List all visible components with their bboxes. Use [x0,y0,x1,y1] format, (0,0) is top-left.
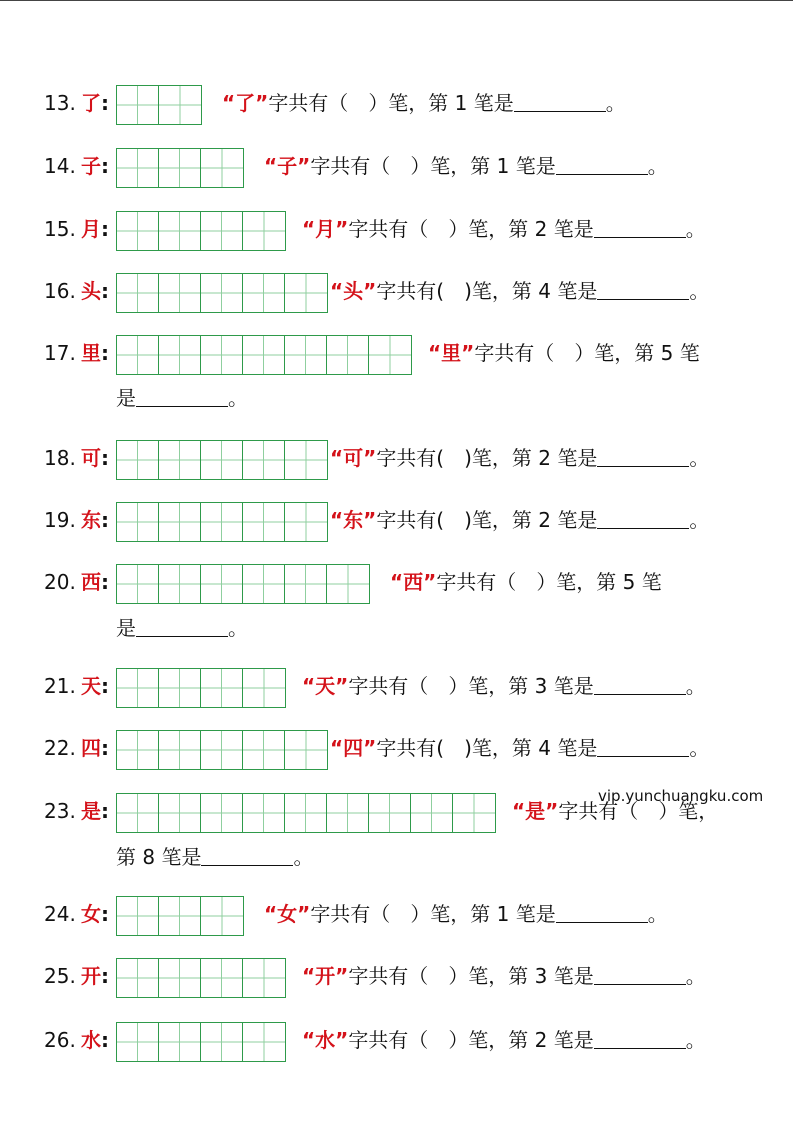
close-quote: ” [297,154,311,178]
target-character [81,671,109,701]
writing-grid-cell[interactable] [201,149,243,187]
target-character [81,733,109,763]
writing-grid-cell[interactable] [285,731,327,769]
writing-grid-cell[interactable] [201,897,243,935]
writing-grid[interactable] [116,958,286,998]
target-character [81,443,109,473]
writing-grid-cell[interactable] [243,794,285,832]
question-prefix: 字共有（ [348,217,429,241]
writing-grid-cell[interactable] [285,336,327,374]
answer-blank[interactable] [556,154,648,175]
close-quote: ” [335,1028,349,1052]
open-quote: “ [330,508,344,532]
writing-grid-cell[interactable] [327,336,369,374]
writing-grid-cell[interactable] [243,731,285,769]
quoted-character: 水 [315,1028,336,1052]
writing-grid-cell[interactable] [201,959,243,997]
answer-blank[interactable] [594,674,686,695]
stroke-count-answer-space[interactable] [390,899,410,929]
writing-grid-cell[interactable] [159,731,201,769]
question-prefix: 字共有（ [474,341,555,365]
sentence-end: 。 [689,446,710,470]
target-character [81,961,109,991]
writing-grid-cell[interactable] [159,897,201,935]
target-character [81,151,109,181]
close-quote: ” [363,279,377,303]
writing-grid-cell[interactable] [201,731,243,769]
writing-grid-cell[interactable] [201,1023,243,1061]
colon: : [101,799,109,823]
answer-blank[interactable] [597,446,689,467]
colon: : [101,508,109,532]
stroke-count-answer-space[interactable] [428,1025,448,1055]
question-text [222,88,626,118]
writing-grid-cell[interactable] [159,212,201,250]
writing-grid-cell[interactable] [117,731,159,769]
question-row [0,338,793,368]
open-quote: “ [302,1028,316,1052]
question-text [390,567,662,597]
question-number: 23. [44,799,76,823]
writing-grid[interactable] [116,730,328,770]
question-suffix: )笔，第 4 笔是 [464,279,598,303]
stroke-count-answer-space[interactable] [428,961,448,991]
question-continuation [116,613,248,643]
writing-grid-cell[interactable] [117,503,159,541]
writing-grid-cell[interactable] [243,565,285,603]
question-suffix: )笔，第 2 笔是 [464,508,598,532]
colon: : [101,154,109,178]
writing-grid[interactable] [116,440,328,480]
stroke-count-answer-space[interactable] [428,214,448,244]
answer-blank[interactable] [514,91,606,112]
sentence-end: 。 [605,91,626,115]
target-character [81,505,109,535]
watermark: vip.yunchuangku.com [598,787,764,805]
open-quote: “ [330,736,344,760]
writing-grid[interactable] [116,85,202,125]
question-suffix: ）笔，第 3 笔是 [448,674,594,698]
target-character-text: 里 [81,341,101,365]
writing-grid-cell[interactable] [201,794,243,832]
sentence-end: 。 [228,616,248,640]
question-number: 15. [44,217,76,241]
writing-grid-cell[interactable] [117,794,159,832]
question-suffix: )笔，第 2 笔是 [464,446,598,470]
answer-blank[interactable] [594,964,686,985]
answer-blank[interactable] [597,279,689,300]
writing-grid-cell[interactable] [243,274,285,312]
target-character [81,214,109,244]
writing-grid-cell[interactable] [369,794,411,832]
target-character-text: 四 [81,736,101,760]
writing-grid-cell[interactable] [117,1023,159,1061]
question-row [0,961,793,991]
writing-grid-cell[interactable] [243,503,285,541]
question-suffix: ）笔，第 1 笔是 [410,154,556,178]
close-quote: ” [461,341,475,365]
question-text [302,1025,706,1055]
question-text [428,338,700,368]
open-quote: “ [330,446,344,470]
sentence-end: 。 [685,964,706,988]
question-prefix: 字共有( [376,446,445,470]
close-quote: ” [363,736,377,760]
writing-grid-cell[interactable] [159,669,201,707]
colon: : [101,446,109,470]
question-row [0,443,793,473]
question-row [0,733,793,763]
sentence-end: 。 [689,736,710,760]
stroke-count-answer-space[interactable] [554,338,574,368]
sentence-end: 。 [689,279,710,303]
sentence-end: 。 [685,1028,706,1052]
close-quote: ” [297,902,311,926]
question-number: 17. [44,341,76,365]
answer-blank[interactable] [136,616,228,637]
answer-blank[interactable] [597,736,689,757]
writing-grid-cell[interactable] [159,336,201,374]
question-suffix: ）笔，第 1 笔是 [410,902,556,926]
colon: : [101,91,109,115]
sentence-end: 。 [685,674,706,698]
writing-grid-cell[interactable] [327,565,369,603]
question-text [330,443,709,473]
writing-grid[interactable] [116,793,496,833]
writing-grid-cell[interactable] [243,959,285,997]
target-character [81,1025,109,1055]
writing-grid-cell[interactable] [159,86,201,124]
question-suffix: ）笔，第 5 笔 [574,341,700,365]
open-quote: “ [330,279,344,303]
writing-grid-cell[interactable] [285,565,327,603]
quoted-character: 东 [343,508,364,532]
writing-grid-cell[interactable] [159,1023,201,1061]
writing-grid-cell[interactable] [159,274,201,312]
target-character [81,796,109,826]
writing-grid-cell[interactable] [117,336,159,374]
question-text [302,214,706,244]
writing-grid-cell[interactable] [411,794,453,832]
question-suffix: ）笔， [658,799,719,823]
colon: : [101,279,109,303]
colon: : [101,674,109,698]
question-prefix: 字共有（ [348,674,429,698]
writing-grid-cell[interactable] [117,441,159,479]
open-quote: “ [512,799,526,823]
writing-grid[interactable] [116,335,412,375]
writing-grid-cell[interactable] [369,336,411,374]
target-character-text: 月 [81,217,101,241]
stroke-count-answer-space[interactable] [516,567,536,597]
answer-blank[interactable] [556,902,648,923]
sentence-end: 。 [647,902,668,926]
close-quote: ” [255,91,269,115]
answer-blank[interactable] [594,217,686,238]
writing-grid-cell[interactable] [285,503,327,541]
close-quote: ” [545,799,559,823]
close-quote: ” [335,674,349,698]
quoted-character: 开 [315,964,336,988]
question-number: 21. [44,674,76,698]
colon: : [101,341,109,365]
question-prefix: 字共有( [376,508,445,532]
target-character-text: 西 [81,570,101,594]
colon: : [101,217,109,241]
question-prefix: 字共有（ [310,154,391,178]
question-suffix: )笔，第 4 笔是 [464,736,598,760]
writing-grid-cell[interactable] [327,794,369,832]
question-number: 22. [44,736,76,760]
target-character-text: 可 [81,446,101,470]
stroke-count-answer-space[interactable] [444,443,464,473]
writing-grid-cell[interactable] [243,669,285,707]
question-number: 24. [44,902,76,926]
target-character [81,338,109,368]
question-number: 18. [44,446,76,470]
open-quote: “ [302,674,316,698]
writing-grid-cell[interactable] [117,149,159,187]
question-text [330,505,709,535]
question-prefix: 字共有( [376,279,445,303]
answer-blank[interactable] [597,508,689,529]
open-quote: “ [222,91,236,115]
quoted-character: 天 [315,674,336,698]
writing-grid-cell[interactable] [159,149,201,187]
target-character-text: 天 [81,674,101,698]
writing-grid-cell[interactable] [117,212,159,250]
question-suffix: ）笔，第 2 笔是 [448,1028,594,1052]
writing-grid[interactable] [116,668,286,708]
target-character-text: 开 [81,964,101,988]
writing-grid-cell[interactable] [117,86,159,124]
question-suffix: ）笔，第 5 笔 [536,570,662,594]
question-row [0,214,793,244]
question-text [264,151,668,181]
question-number: 20. [44,570,76,594]
writing-grid-cell[interactable] [285,441,327,479]
quoted-character: 里 [441,341,462,365]
quoted-character: 月 [315,217,336,241]
quoted-character: 是 [525,799,546,823]
writing-grid-cell[interactable] [201,274,243,312]
question-suffix: ）笔，第 1 笔是 [368,91,514,115]
question-row [0,1025,793,1055]
open-quote: “ [264,902,278,926]
writing-grid-cell[interactable] [285,274,327,312]
close-quote: ” [363,446,377,470]
quoted-character: 了 [235,91,256,115]
colon: : [101,736,109,760]
writing-grid-cell[interactable] [201,336,243,374]
stroke-count-answer-space[interactable] [444,276,464,306]
sentence-end: 。 [647,154,668,178]
writing-grid-cell[interactable] [243,212,285,250]
target-character [81,899,109,929]
writing-grid[interactable] [116,148,244,188]
question-text [264,899,668,929]
writing-grid-cell[interactable] [201,565,243,603]
quoted-character: 四 [343,736,364,760]
question-text [330,276,709,306]
open-quote: “ [428,341,442,365]
stroke-count-answer-space[interactable] [444,505,464,535]
question-prefix: 字共有（ [268,91,349,115]
writing-grid-cell[interactable] [159,565,201,603]
writing-grid-cell[interactable] [201,503,243,541]
quoted-character: 女 [277,902,298,926]
answer-blank[interactable] [136,386,228,407]
writing-grid-cell[interactable] [453,794,495,832]
answer-blank[interactable] [201,845,293,866]
question-row [0,899,793,929]
question-prefix: 字共有（ [310,902,391,926]
question-number: 19. [44,508,76,532]
question-continuation [116,842,313,872]
writing-grid-cell[interactable] [201,669,243,707]
open-quote: “ [390,570,404,594]
top-border-line [0,0,793,1]
target-character-text: 头 [81,279,101,303]
question-prefix: 字共有（ [348,1028,429,1052]
close-quote: ” [423,570,437,594]
sentence-end: 。 [685,217,706,241]
question-suffix: ）笔，第 2 笔是 [448,217,594,241]
question-row [0,151,793,181]
question-text [302,671,706,701]
target-character-text: 女 [81,902,101,926]
target-character-text: 是 [81,799,101,823]
target-character [81,88,109,118]
colon: : [101,1028,109,1052]
close-quote: ” [335,217,349,241]
quoted-character: 头 [343,279,364,303]
writing-grid-cell[interactable] [243,1023,285,1061]
writing-grid-cell[interactable] [117,959,159,997]
question-row [0,276,793,306]
question-number: 16. [44,279,76,303]
question-number: 13. [44,91,76,115]
close-quote: ” [363,508,377,532]
writing-grid[interactable] [116,211,286,251]
writing-grid-cell[interactable] [159,794,201,832]
stroke-count-answer-space[interactable] [348,88,368,118]
question-text [302,961,706,991]
stroke-count-answer-space[interactable] [390,151,410,181]
question-suffix: ）笔，第 3 笔是 [448,964,594,988]
close-quote: ” [335,964,349,988]
writing-grid-cell[interactable] [243,336,285,374]
writing-grid[interactable] [116,896,244,936]
question-row [0,567,793,597]
answer-blank[interactable] [594,1028,686,1049]
question-prefix: 字共有（ [558,799,639,823]
question-prefix: 字共有( [376,736,445,760]
writing-grid-cell[interactable] [243,441,285,479]
continuation-text: 是 [116,386,136,410]
target-character [81,567,109,597]
target-character-text: 东 [81,508,101,532]
writing-grid[interactable] [116,273,328,313]
question-number: 14. [44,154,76,178]
quoted-character: 可 [343,446,364,470]
writing-grid[interactable] [116,564,370,604]
sentence-end: 。 [228,386,248,410]
writing-grid-cell[interactable] [159,959,201,997]
writing-grid-cell[interactable] [117,669,159,707]
question-prefix: 字共有（ [436,570,517,594]
quoted-character: 西 [403,570,424,594]
writing-grid-cell[interactable] [159,441,201,479]
open-quote: “ [264,154,278,178]
writing-grid[interactable] [116,1022,286,1062]
writing-grid[interactable] [116,502,328,542]
writing-grid-cell[interactable] [285,794,327,832]
continuation-text: 第 8 笔是 [116,845,202,869]
writing-grid-cell[interactable] [117,897,159,935]
writing-grid-cell[interactable] [201,212,243,250]
question-number: 26. [44,1028,76,1052]
target-character-text: 水 [81,1028,101,1052]
open-quote: “ [302,217,316,241]
question-prefix: 字共有（ [348,964,429,988]
colon: : [101,902,109,926]
question-text [330,733,709,763]
stroke-count-answer-space[interactable] [428,671,448,701]
sentence-end: 。 [689,508,710,532]
stroke-count-answer-space[interactable] [444,733,464,763]
quoted-character: 子 [277,154,298,178]
open-quote: “ [302,964,316,988]
writing-grid-cell[interactable] [117,274,159,312]
question-row [0,505,793,535]
writing-grid-cell[interactable] [201,441,243,479]
writing-grid-cell[interactable] [117,565,159,603]
colon: : [101,570,109,594]
sentence-end: 。 [293,845,314,869]
question-continuation [116,383,248,413]
question-number: 25. [44,964,76,988]
writing-grid-cell[interactable] [159,503,201,541]
target-character [81,276,109,306]
colon: : [101,964,109,988]
target-character-text: 子 [81,154,101,178]
question-row [0,88,793,118]
continuation-text: 是 [116,616,136,640]
target-character-text: 了 [81,91,101,115]
question-row [0,671,793,701]
